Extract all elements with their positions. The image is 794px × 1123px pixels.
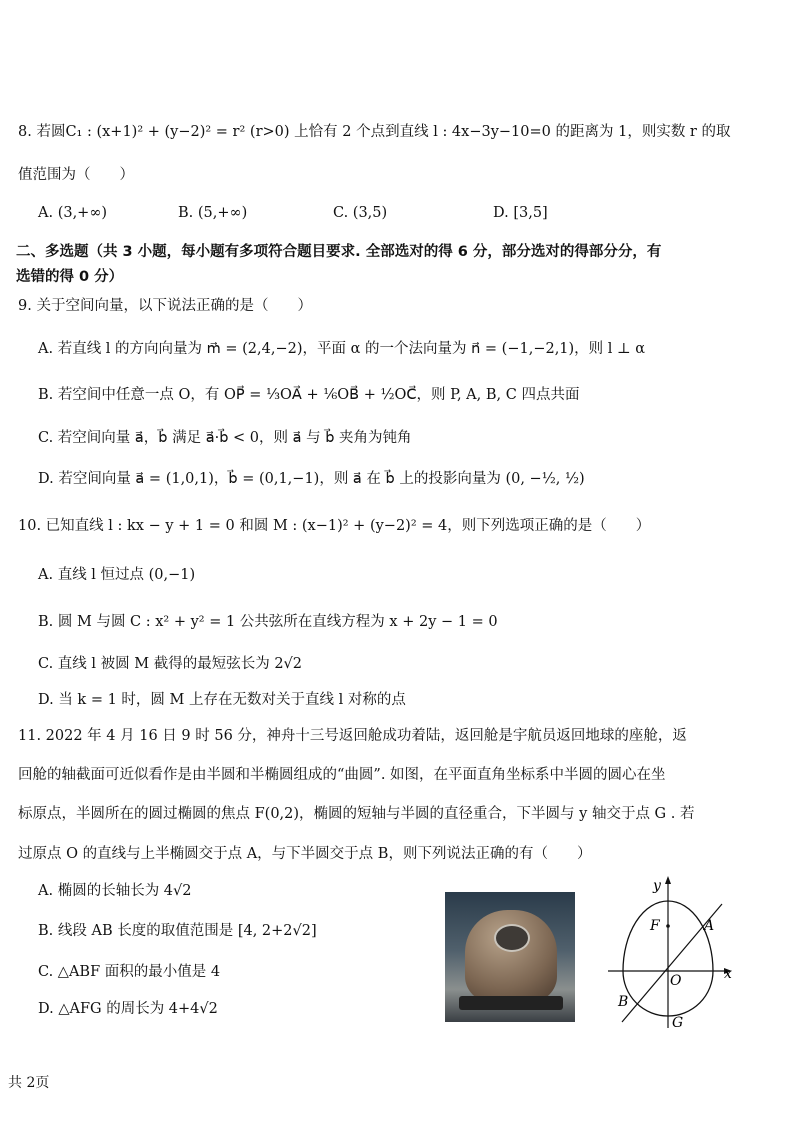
- q11-option-c: C. △ABF 面积的最小值是 4: [38, 964, 221, 980]
- page-footer: 共 2页: [8, 1075, 50, 1091]
- capsule-window: [494, 924, 530, 952]
- label-x: x: [724, 966, 732, 982]
- q9-option-a: A. 若直线 l 的方向向量为 m⃗ = (2,4,−2)，平面 α 的一个法向量为 n⃗ = (−1,−2,1)，则 l ⊥ α: [38, 341, 646, 357]
- label-f: F: [650, 918, 660, 934]
- q11-option-b: B. 线段 AB 长度的取值范围是 [4, 2+2√2]: [38, 923, 317, 939]
- q8-stem-line2: 值范围为（ ）: [18, 167, 134, 183]
- q8-option-c: C. (3,5): [333, 205, 388, 221]
- section-2-heading-line1: 二、多选题（共 3 小题，每小题有多项符合题目要求. 全部选对的得 6 分，部分选对的得部分分，有: [16, 244, 662, 260]
- q11-stem-line3: 标原点，半圆所在的圆过椭圆的焦点 F(0,2)，椭圆的短轴与半圆的直径重合，下半圆与 y 轴交于点 G . 若: [18, 806, 695, 822]
- label-b: B: [618, 994, 629, 1010]
- q11-stem-line1: 11. 2022 年 4 月 16 日 9 时 56 分，神舟十三号返回舱成功着陆，返回舱是宇航员返回地球的座舱，返: [18, 728, 687, 744]
- point-f: [666, 924, 670, 928]
- label-a: A: [704, 918, 715, 934]
- label-o: O: [670, 973, 682, 989]
- q9-option-d: D. 若空间向量 a⃗ = (1,0,1)，b⃗ = (0,1,−1)，则 a⃗ 在 b⃗ 上的投影向量为 (0, −½, ½): [38, 471, 585, 487]
- label-g: G: [672, 1015, 684, 1031]
- q9-option-c: C. 若空间向量 a⃗，b⃗ 满足 a⃗·b⃗ < 0，则 a⃗ 与 b⃗ 夹角为钝角: [38, 430, 412, 446]
- q9-stem: 9. 关于空间向量，以下说法正确的是（ ）: [18, 298, 312, 314]
- q10-option-c: C. 直线 l 被圆 M 截得的最短弦长为 2√2: [38, 656, 303, 672]
- q10-option-b: B. 圆 M 与圆 C : x² + y² = 1 公共弦所在直线方程为 x + 2y − 1 = 0: [38, 614, 498, 630]
- q8-option-d: D. [3,5]: [493, 205, 548, 221]
- capsule-photo: [445, 892, 575, 1022]
- q8-option-a: A. (3,+∞): [38, 205, 108, 221]
- q11-option-a: A. 椭圆的长轴长为 4√2: [38, 883, 192, 899]
- section-2-heading-line2: 选错的得 0 分）: [16, 269, 124, 285]
- q10-stem: 10. 已知直线 l : kx − y + 1 = 0 和圆 M : (x−1)² + (y−2)² = 4，则下列选项正确的是（ ）: [18, 518, 651, 534]
- curve-circle-figure: [600, 872, 740, 1032]
- q11-stem-line2: 回舱的轴截面可近似看作是由半圆和半椭圆组成的“曲圆”. 如图，在平面直角坐标系中半圆的圆心在坐: [18, 767, 666, 783]
- q10-option-a: A. 直线 l 恒过点 (0,−1): [38, 567, 196, 583]
- q8-options: [38, 205, 548, 221]
- q9-option-b: B. 若空间中任意一点 O，有 OP⃗ = ⅓OA⃗ + ⅙OB⃗ + ½OC⃗，则 P, A, B, C 四点共面: [38, 387, 580, 403]
- q10-option-d: D. 当 k = 1 时，圆 M 上存在无数对关于直线 l 对称的点: [38, 692, 406, 708]
- q11-stem-line4: 过原点 O 的直线与上半椭圆交于点 A，与下半圆交于点 B，则下列说法正确的有（ ）: [18, 846, 592, 862]
- y-axis-arrow: [665, 876, 671, 884]
- q8-stem-line1: 8. 若圆C₁ : (x+1)² + (y−2)² = r² (r>0) 上恰有 2 个点到直线 l : 4x−3y−10=0 的距离为 1，则实数 r 的取: [18, 124, 731, 140]
- q11-option-d: D. △AFG 的周长为 4+4√2: [38, 1001, 218, 1017]
- capsule-stand: [459, 996, 563, 1010]
- q8-option-b: B. (5,+∞): [178, 205, 248, 221]
- label-y: y: [653, 878, 661, 894]
